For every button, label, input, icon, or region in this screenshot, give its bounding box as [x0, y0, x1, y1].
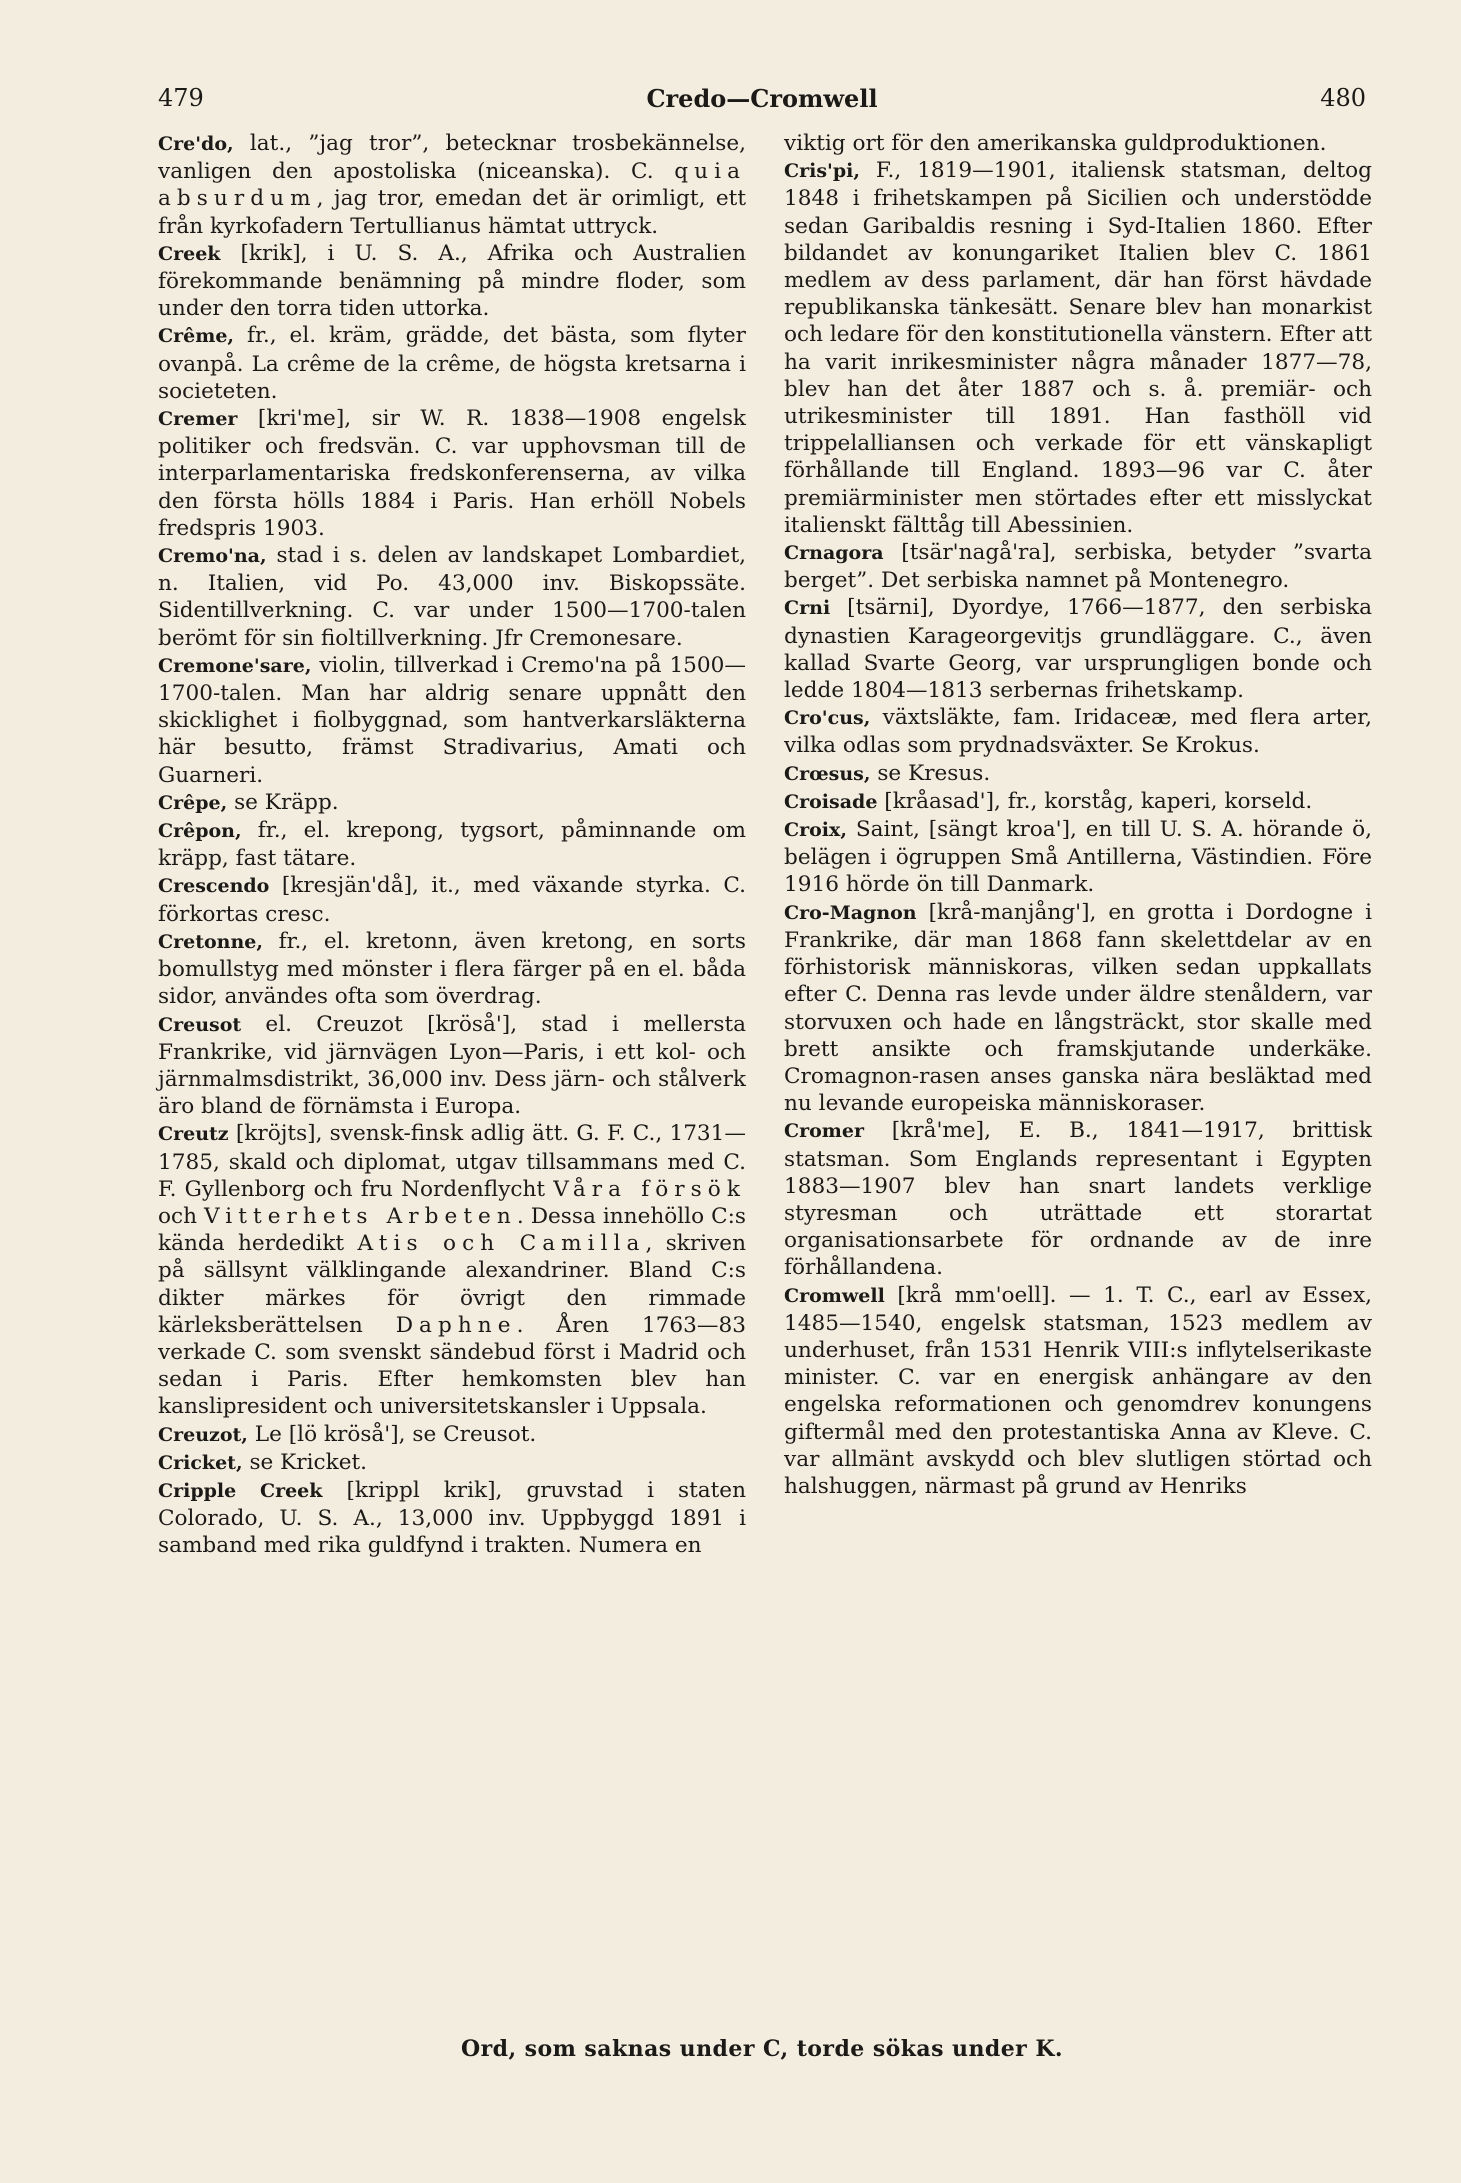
entry-crni: Crni [tsärni], Dyordye, 1766—1877, den serbiska dynastien Karageorgevitjs grundläggare. C., även kallad Svarte Georg, var ursprungligen bonde och ledde 1804—1813 serbernas frihetskamp.	[784, 595, 1372, 704]
entry-creuzot: Creuzot, Le [lö kröså'], se Creusot.	[158, 1421, 537, 1447]
headword: Crescendo	[158, 875, 270, 898]
entry-cremer: Cremer [kri'me], sir W. R. 1838—1908 engelsk politiker och fredsvän. C. var upphovsman till de interparlamentariska fredskonferenserna, av vilka den första hölls 1884 i Paris. Han erhöll Nobels fredspris 1903.	[158, 406, 746, 541]
running-title: Credo—Cromwell	[646, 84, 878, 113]
headword: Cripple Creek	[158, 1479, 323, 1502]
entry-creutz: Creutz [kröjts], svensk-finsk adlig ätt. G. F. C., 1731—1785, skald och diplomat, utgav tillsammans med C. F. Gyllenborg och fru Nordenflycht Våra försök och Vitterhets Arbeten. Dessa innehöllo C:s kända herdedikt Atis och Camilla, skriven på sällsynt välklingande alexandriner. Bland C:s dikter märkes för övrigt den rimmade kärleksberättelsen Daphne. Åren 1763—83 verkade C. som svenskt sändebud först i Madrid och sedan i Paris. Efter hemkomsten blev han kanslipresident och universitetskansler i Uppsala.	[158, 1121, 746, 1420]
entry-cripple-creek: Cripple Creek [krippl krik], gruvstad i staten Colorado, U. S. A., 13,000 inv. Uppbyggd 1891 i samband med rika guldfynd i trakten. Numera en	[158, 1477, 746, 1559]
entry-croix: Croix, Saint, [sängt kroa'], en till U. S. A. hörande ö, belägen i ögruppen Små Antillerna, Västindien. Före 1916 hörde ön till Danmark.	[784, 817, 1372, 898]
entry-croesus: Crœsus, se Kresus.	[784, 760, 991, 786]
page-header	[158, 84, 1366, 124]
entry-credo: Cre'do, lat., ”jag tror”, betecknar trosbekännelse, vanligen den apostoliska (niceanska). C. quia absurdum, jag tror, emedan det är orimligt, ett från kyrkofadern Tertullianus hämtat uttryck.	[158, 131, 746, 239]
headword: Crnagora	[784, 542, 884, 565]
entry-cro-magnon: Cro-Magnon [krå-manjång'], en grotta i Dordogne i Frankrike, där man 1868 fann skelettdelar av en förhistorisk människoras, vilken sedan uppkallats efter C. Denna ras levde under äldre stenåldern, var storvuxen och hade en långsträckt, stor skalle med brett ansikte och framskjutande underkäke. Cromagnon-rasen anses ganska nära besläktad med nu levande europeiska människoraser.	[784, 899, 1372, 1117]
page-number-right: 480	[1320, 84, 1366, 112]
headword: Cremo'na,	[158, 545, 267, 568]
entry-creme: Crême, fr., el. kräm, grädde, det bästa, som flyter ovanpå. La crême de la crême, de högsta kretsarna i societeten.	[158, 323, 746, 404]
headword: Crêpon,	[158, 820, 242, 843]
entry-crescendo: Crescendo [kresjän'då], it., med växande styrka. C. förkortas cresc.	[158, 873, 746, 927]
headword: Crni	[784, 597, 831, 620]
entry-cremona: Cremo'na, stad i s. delen av landskapet Lombardiet, n. Italien, vid Po. 43,000 inv. Biskopssäte. Sidentillverkning. C. var under 1500—1700-talen berömt för sin fioltillverkning. Jfr Cremonesare.	[158, 543, 746, 651]
headword: Cromer	[784, 1120, 865, 1143]
entry-creek: Creek [krik], i U. S. A., Afrika och Australien förekommande benämning på mindre floder, som under den torra tiden uttorka.	[158, 240, 746, 322]
entry-crocus: Cro'cus, växtsläkte, fam. Iridaceæ, med flera arter, vilka odlas som prydnadsväxter. Se Krokus.	[784, 705, 1372, 759]
right-column	[784, 130, 1372, 1500]
headword: Creusot	[158, 1013, 242, 1036]
entry-continuation: viktig ort för den amerikanska guldproduktionen.	[784, 131, 1327, 156]
headword: Cremone'sare,	[158, 654, 312, 677]
page-number-left: 479	[158, 84, 204, 112]
headword: Cremer	[158, 408, 238, 431]
headword: Cre'do,	[158, 133, 234, 155]
headword: Cromwell	[784, 1284, 885, 1307]
headword: Creutz	[158, 1123, 229, 1146]
entry-crepon: Crêpon, fr., el. krepong, tygsort, påminnande om kräpp, fast tätare.	[158, 818, 746, 872]
headword: Cro-Magnon	[784, 901, 917, 924]
entry-crnagora: Crnagora [tsär'nagå'ra], serbiska, betyder ”svarta berget”. Det serbiska namnet på Montenegro.	[784, 540, 1372, 594]
left-column	[158, 130, 746, 1560]
headword: Crême,	[158, 325, 235, 348]
headword: Croisade	[784, 790, 878, 813]
page-footer-note: Ord, som saknas under C, torde sökas under K.	[461, 2036, 1063, 2062]
headword: Crœsus,	[784, 762, 871, 785]
headword: Cricket,	[158, 1451, 243, 1474]
entry-cromer: Cromer [krå'me], E. B., 1841—1917, brittisk statsman. Som Englands representant i Egypten 1883—1907 blev han snart landets verklige styresman och uträttade ett storartat organisationsarbete för ordnande av de inre förhållandena.	[784, 1118, 1372, 1281]
headword: Cris'pi,	[784, 160, 860, 183]
headword: Cretonne,	[158, 930, 264, 953]
entry-cremonesare: Cremone'sare, violin, tillverkad i Cremo'na på 1500—1700-talen. Man har aldrig senare uppnått den skicklighet i fiolbyggnad, som hantverkarsläkterna här besutto, främst Stradivarius, Amati och Guarneri.	[158, 652, 746, 788]
entry-cromwell: Cromwell [krå mm'oell]. — 1. T. C., earl av Essex, 1485—1540, engelsk statsman, 1523 medlem av underhuset, från 1531 Henrik VIII:s inflytelserikaste minister. C. var en energisk anhängare av den engelska reformationen och genomdrev konungens giftermål med den protestantiska Anna av Kleve. C. var allmänt avskydd och blev slutligen störtad och halshuggen, närmast på grund av Henriks	[784, 1282, 1372, 1499]
entry-crepe: Crêpe, se Kräpp.	[158, 789, 339, 815]
headword: Crêpe,	[158, 791, 228, 814]
headword: Creek	[158, 242, 221, 265]
entry-crispi: Cris'pi, F., 1819—1901, italiensk statsman, deltog 1848 i frihetskampen på Sicilien och understödde sedan Garibaldis resning i Syd-Italien 1860. Efter bildandet av konungariket Italien blev C. 1861 medlem av dess parlament, där han först hävdade republikanska tänkesätt. Senare blev han monarkist och ledare för den konstitutionella vänstern. Efter att ha varit inrikesminister några månader 1877—78, blev han det åter 1887 och s. å. premiär- och utrikesminister till 1891. Han fasthöll vid trippelalliansen och verkade för ett vänskapligt förhållande till England. 1893—96 var C. åter premiärminister men störtades efter ett misslyckat italienskt fälttåg till Abessinien.	[784, 158, 1372, 538]
entry-croisade: Croisade [kråasad'], fr., korståg, kaperi, korseld.	[784, 788, 1313, 814]
headword: Creuzot,	[158, 1423, 248, 1446]
entry-cretonne: Cretonne, fr., el. kretonn, även kretong, en sorts bomullstyg med mönster i flera färger på en el. båda sidor, användes ofta som överdrag.	[158, 928, 746, 1010]
entry-cricket: Cricket, se Kricket.	[158, 1449, 368, 1475]
headword: Cro'cus,	[784, 707, 871, 730]
entry-creusot: Creusot el. Creuzot [kröså'], stad i mellersta Frankrike, vid järnvägen Lyon—Paris, i ett kol- och järnmalmsdistrikt, 36,000 inv. Dess järn- och stålverk äro bland de förnämsta i Europa.	[158, 1011, 746, 1120]
headword: Croix,	[784, 819, 847, 842]
